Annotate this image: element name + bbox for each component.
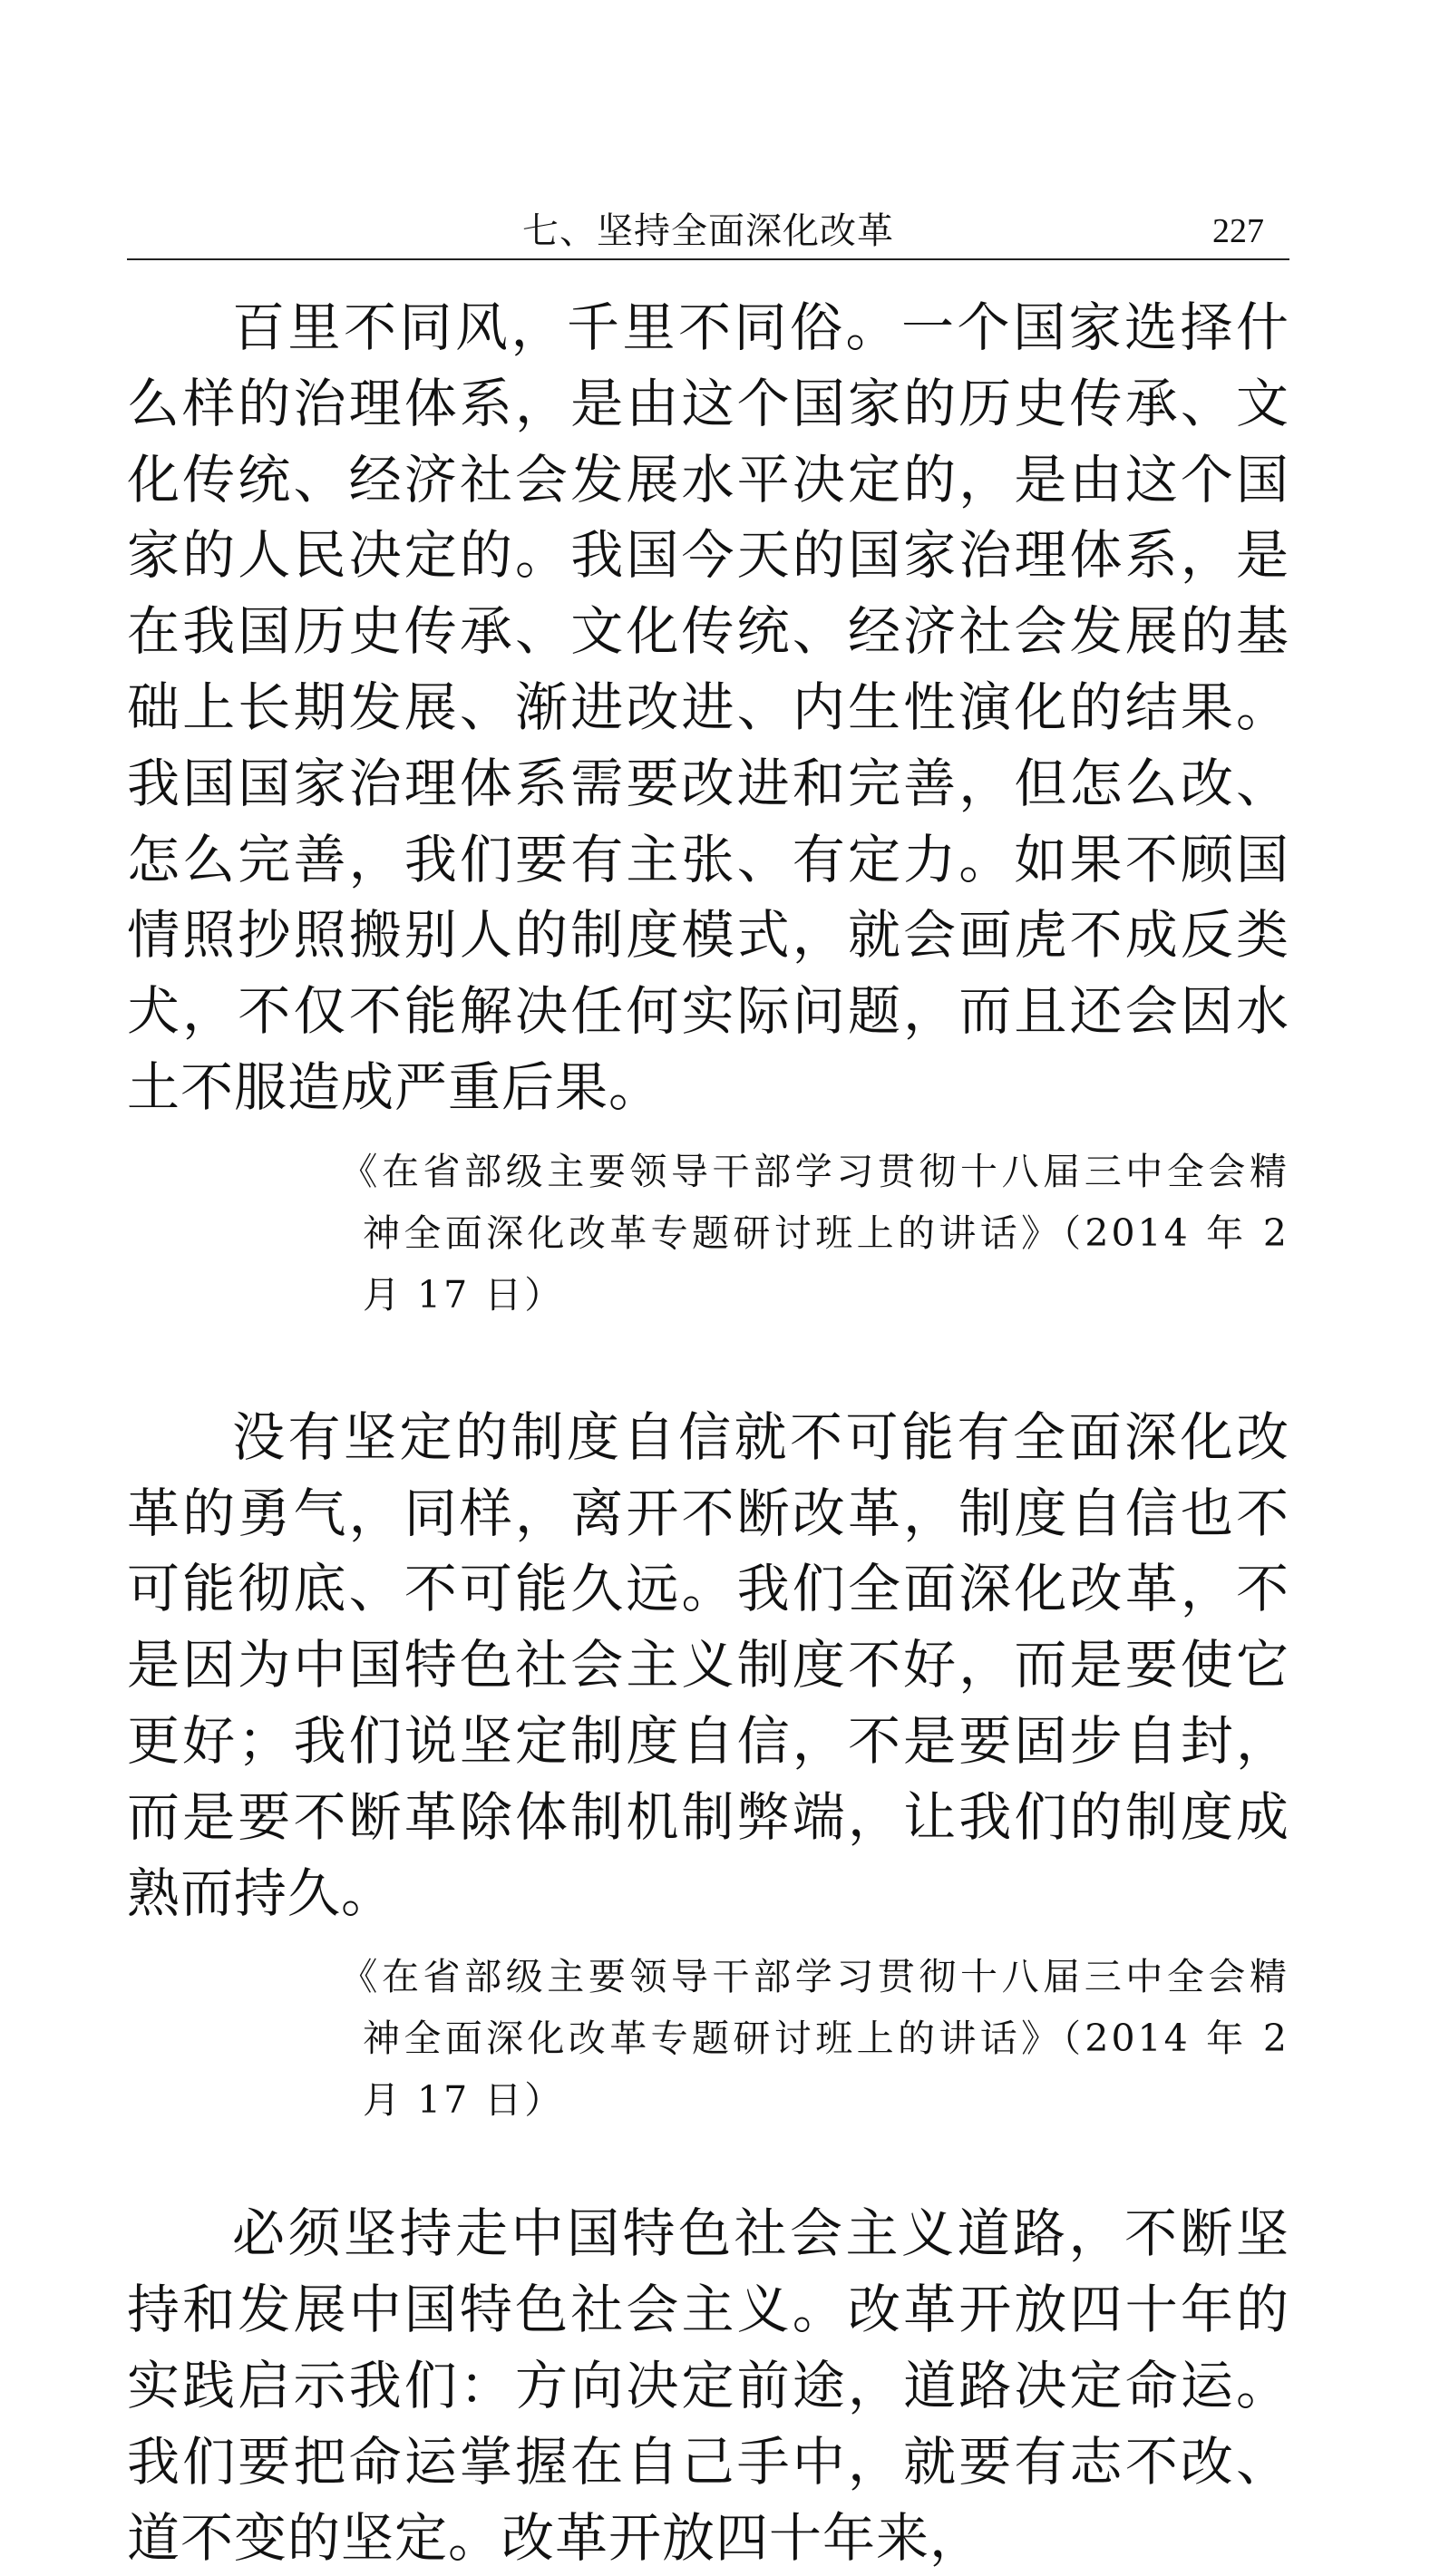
citation: 《在省部级主要领导干部学习贯彻十八届三中全会精神全面深化改革专题研讨班上的讲话》（2014 年 2 月 17 日） bbox=[340, 1149, 1289, 1317]
running-header bbox=[127, 204, 1289, 260]
chapter-title: 七、坚持全面深化改革 bbox=[522, 210, 894, 252]
body-paragraph: 百里不同风，千里不同俗。一个国家选择什么样的治理体系，是由这个国家的历史传承、文化传统、经济社会发展水平决定的，是由这个国家的人民决定的。我国今天的国家治理体系，是在我国历史传承、文化传统、经济社会发展的基础上长期发展、渐进改进、内生性演化的结果。我国国家治理体系需要改进和完善，但怎么改、怎么完善，我们要有主张、有定力。如果不顾国情照抄照搬别人的制度模式，就会画虎不成反类犬，不仅不能解决任何实际问题，而且还会因水土不服造成严重后果。 bbox=[127, 296, 1289, 1118]
section-gap bbox=[127, 2131, 1289, 2196]
page-number: 227 bbox=[1212, 212, 1264, 250]
page-body bbox=[127, 290, 1289, 2576]
citation: 《在省部级主要领导干部学习贯彻十八届三中全会精神全面深化改革专题研讨班上的讲话》（2014 年 2 月 17 日） bbox=[340, 1955, 1289, 2123]
body-paragraph: 必须坚持走中国特色社会主义道路，不断坚持和发展中国特色社会主义。改革开放四十年的实践启示我们：方向决定前途，道路决定命运。我们要把命运掌握在自己手中，就要有志不改、道不变的坚定。改革开放四十年来， bbox=[127, 2202, 1289, 2569]
body-paragraph: 没有坚定的制度自信就不可能有全面深化改革的勇气，同样，离开不断改革，制度自信也不可能彻底、不可能久远。我们全面深化改革，不是因为中国特色社会主义制度不好，而是要使它更好；我们说坚定制度自信，不是要固步自封，而是要不断革除体制机制弊端，让我们的制度成熟而持久。 bbox=[127, 1405, 1289, 1924]
section-gap bbox=[127, 1326, 1289, 1400]
